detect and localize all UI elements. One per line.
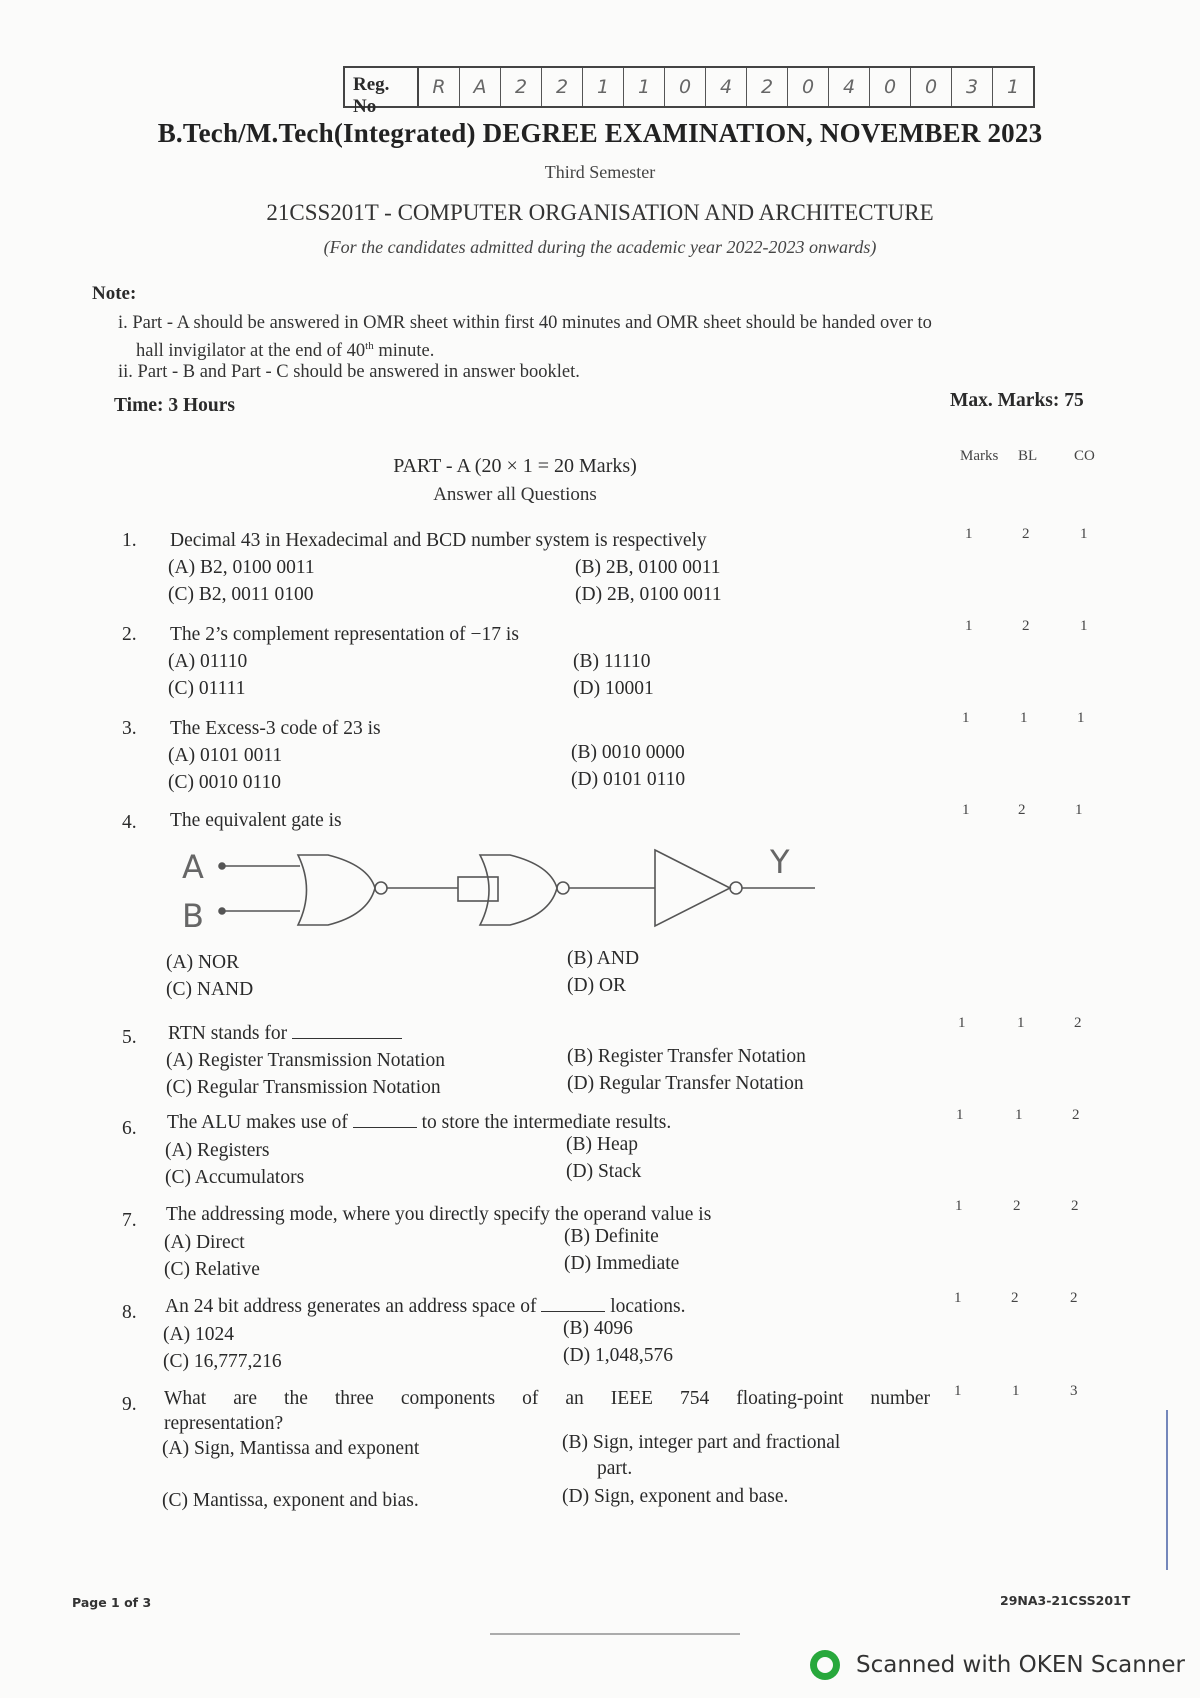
max-marks: Max. Marks: 75 [950, 390, 1084, 411]
question-number: 7. [122, 1210, 137, 1231]
question-text: The addressing mode, where you directly specify the operand value is [166, 1204, 712, 1225]
col-marks: Marks [960, 448, 999, 464]
co-value: 3 [1070, 1383, 1078, 1399]
co-value: 1 [1080, 618, 1088, 634]
output-y-label: Y [770, 843, 790, 881]
inversion-bubble-icon [375, 882, 387, 894]
reg-no-cell: 2 [501, 68, 542, 106]
semester: Third Semester [544, 162, 656, 182]
option-a: (A) 1024 [163, 1324, 234, 1345]
page-number: Page 1 of 3 [72, 1595, 152, 1610]
junction-box [458, 877, 498, 901]
question-text: What are the three components of an IEEE 754 floating-point number [164, 1388, 930, 1409]
course-title: 21CSS201T - COMPUTER ORGANISATION AND ARCHITECTURE [266, 200, 934, 225]
option-b: (B) Definite [564, 1226, 659, 1247]
co-value: 2 [1070, 1290, 1078, 1306]
option-a: (A) 01110 [168, 651, 248, 672]
marks-value: 1 [965, 526, 973, 542]
question-number: 5. [122, 1027, 137, 1048]
option-d: (D) Sign, exponent and base. [562, 1486, 789, 1507]
marks-value: 1 [954, 1290, 962, 1306]
reg-no-cell: 1 [583, 68, 624, 106]
option-a: (A) B2, 0100 0011 [168, 557, 315, 578]
reg-no-cell: 4 [829, 68, 870, 106]
question-text-cont: representation? [164, 1413, 284, 1434]
option-b: (B) Heap [566, 1134, 639, 1155]
input-a-node [219, 863, 225, 869]
question-text: RTN stands for [168, 1023, 402, 1045]
option-b: (B) 11110 [573, 651, 651, 672]
note-line-3: ii. Part - B and Part - C should be answered in answer booklet. [118, 362, 580, 382]
question-text: The ALU makes use of to store the intermediate results. [167, 1112, 672, 1133]
question-number: 9. [122, 1394, 137, 1415]
question-number: 2. [122, 624, 137, 645]
marks-value: 1 [962, 710, 970, 726]
option-c: (C) Relative [164, 1259, 260, 1280]
or-gate-2-icon [480, 855, 557, 925]
option-d: (D) OR [567, 975, 627, 996]
reg-no-cell: 4 [706, 68, 747, 106]
option-d: (D) 2B, 0100 0011 [575, 584, 722, 605]
bl-value: 1 [1015, 1107, 1023, 1123]
reg-no-cell: 0 [870, 68, 911, 106]
reg-no-label: Reg. No [345, 68, 419, 106]
reg-no-cell: 0 [665, 68, 706, 106]
bl-value: 1 [1017, 1015, 1025, 1031]
blank-line [541, 1297, 605, 1312]
marks-value: 1 [962, 802, 970, 818]
question-number: 3. [122, 718, 137, 739]
marks-value: 1 [956, 1107, 964, 1123]
option-b: (B) Sign, integer part and fractional [562, 1432, 841, 1453]
reg-no-box [343, 66, 1035, 117]
option-b: (B) Register Transfer Notation [567, 1046, 806, 1067]
co-value: 2 [1072, 1107, 1080, 1123]
reg-no-cell: 1 [1006, 76, 1020, 98]
option-d: (D) Regular Transfer Notation [567, 1073, 804, 1094]
option-b-cont: part. [597, 1458, 633, 1479]
question-number: 4. [122, 812, 137, 833]
input-b-label: B [182, 897, 204, 935]
marks-value: 1 [954, 1383, 962, 1399]
question-text: The equivalent gate is [170, 810, 342, 831]
co-value: 1 [1075, 802, 1083, 818]
option-a: (A) 0101 0011 [168, 745, 283, 766]
option-b: (B) AND [567, 948, 640, 969]
marks-value: 1 [955, 1198, 963, 1214]
question-text: An 24 bit address generates an address space of locations. [165, 1296, 686, 1317]
marks-value: 1 [958, 1015, 966, 1031]
part-a-instruction: Answer all Questions [433, 484, 597, 505]
option-a: (A) Direct [164, 1232, 245, 1253]
question-text: Decimal 43 in Hexadecimal and BCD number system is respectively [170, 530, 707, 551]
reg-no-cell: A [460, 68, 501, 106]
input-b-node [219, 908, 225, 914]
option-d: (D) 0101 0110 [571, 769, 686, 790]
inversion-bubble-icon [730, 882, 742, 894]
col-co: CO [1074, 448, 1095, 464]
option-c: (C) B2, 0011 0100 [168, 584, 314, 605]
option-d: (D) 1,048,576 [563, 1345, 673, 1366]
exam-title: B.Tech/M.Tech(Integrated) DEGREE EXAMINATION, NOVEMBER 2023 [157, 118, 1043, 148]
bl-value: 2 [1022, 526, 1030, 542]
bl-value: 1 [1020, 710, 1028, 726]
option-b: (B) 2B, 0100 0011 [575, 557, 721, 578]
scanner-logo-icon [810, 1650, 840, 1680]
col-bl: BL [1018, 448, 1038, 464]
option-a: (A) NOR [166, 952, 240, 973]
bl-value: 2 [1018, 802, 1026, 818]
question-text: The Excess-3 code of 23 is [170, 718, 381, 739]
time-limit: Time: 3 Hours [114, 395, 235, 416]
reg-no-cell: 0 [788, 68, 829, 106]
marks-value: 1 [965, 618, 973, 634]
option-a: (A) Sign, Mantissa and exponent [162, 1438, 420, 1459]
option-c: (C) Regular Transmission Notation [166, 1077, 441, 1098]
co-value: 1 [1080, 526, 1088, 542]
option-d: (D) Stack [566, 1161, 642, 1182]
reg-no-cell: 2 [542, 68, 583, 106]
blank-line [292, 1024, 402, 1039]
scanner-text: Scanned with OKEN Scanner [856, 1652, 1185, 1678]
note-heading: Note: [92, 283, 137, 304]
reg-no-cell: 2 [747, 68, 788, 106]
option-b: (B) 0010 0000 [571, 742, 685, 763]
bl-value: 2 [1011, 1290, 1019, 1306]
paper-code: 29NA3-21CSS201T [1000, 1593, 1131, 1608]
scanner-watermark [810, 1650, 1185, 1680]
bl-value: 2 [1022, 618, 1030, 634]
blank-line [353, 1113, 417, 1128]
co-value: 1 [1077, 710, 1085, 726]
logic-gate-diagram [170, 835, 830, 935]
not-gate-icon [655, 850, 730, 926]
co-value: 2 [1071, 1198, 1079, 1214]
reg-no-cell: 3 [952, 68, 993, 106]
note-line-1: i. Part - A should be answered in OMR sheet within first 40 minutes and OMR sheet should be handed over to [118, 313, 932, 333]
scan-edge-line [1166, 1410, 1168, 1570]
option-d: (D) Immediate [564, 1253, 680, 1274]
reg-no-cell: 0 [911, 68, 952, 106]
option-c: (C) Accumulators [165, 1167, 305, 1188]
part-a-title: PART - A (20 × 1 = 20 Marks) [393, 455, 637, 477]
question-number: 8. [122, 1302, 137, 1323]
inversion-bubble-icon [557, 882, 569, 894]
option-c: (C) Mantissa, exponent and bias. [162, 1490, 419, 1511]
or-gate-1-icon [298, 855, 375, 925]
option-c: (C) NAND [166, 979, 254, 1000]
divider [490, 1633, 740, 1635]
input-a-label: A [182, 848, 204, 886]
bl-value: 2 [1013, 1198, 1021, 1214]
option-d: (D) 10001 [573, 678, 654, 699]
option-a: (A) Register Transmission Notation [166, 1050, 445, 1071]
option-a: (A) Registers [165, 1140, 270, 1161]
option-b: (B) 4096 [563, 1318, 633, 1339]
candidates-note: (For the candidates admitted during the academic year 2022-2023 onwards) [323, 237, 877, 257]
question-number: 1. [122, 530, 137, 551]
note-line-2: hall invigilator at the end of 40th minute. [136, 340, 435, 362]
option-c: (C) 01111 [168, 678, 246, 699]
co-value: 2 [1074, 1015, 1082, 1031]
bl-value: 1 [1012, 1383, 1020, 1399]
option-c: (C) 16,777,216 [163, 1351, 282, 1372]
reg-no-cell: R [419, 68, 460, 106]
option-c: (C) 0010 0110 [168, 772, 282, 793]
reg-no-cell: 1 [624, 68, 665, 106]
question-text: The 2’s complement representation of −17 is [170, 624, 519, 645]
question-number: 6. [122, 1118, 137, 1139]
